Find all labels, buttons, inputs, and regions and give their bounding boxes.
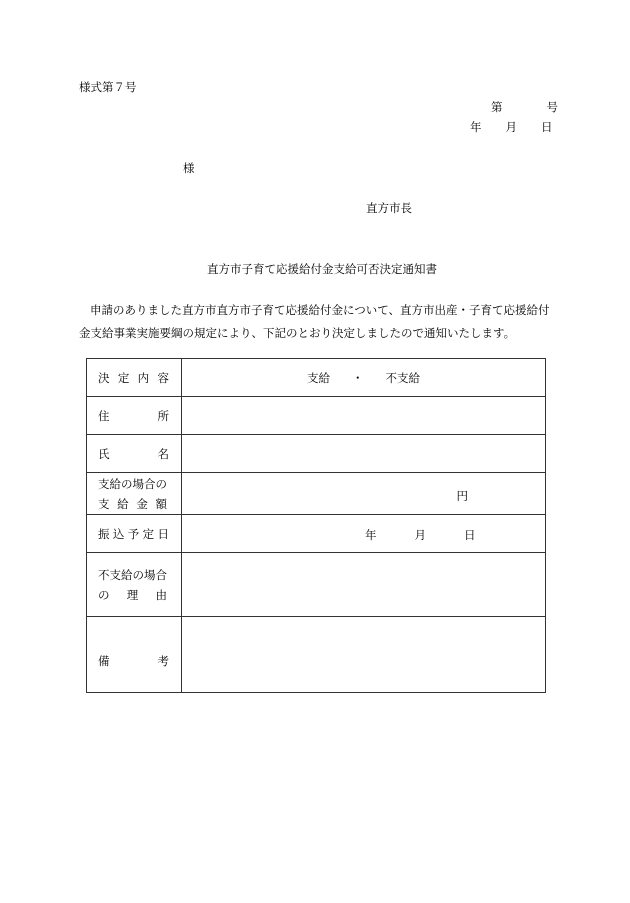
- option-no-pay[interactable]: 不支給: [385, 370, 420, 385]
- decision-table: [86, 358, 546, 693]
- label-amount: 支給の場合の 支 給 金 額: [98, 476, 167, 511]
- yen-unit: 円: [456, 489, 468, 503]
- row-decision: [87, 359, 546, 397]
- document-number: [491, 102, 558, 114]
- issuer: 直方市長: [366, 201, 412, 215]
- transfer-year: 年: [365, 528, 377, 542]
- label-name: 氏 名: [98, 446, 169, 461]
- decision-options: [182, 359, 546, 397]
- recipient-suffix: 様: [183, 161, 195, 175]
- row-amount: [87, 473, 546, 515]
- remarks-field[interactable]: [182, 617, 546, 693]
- doc-number-dai: 第: [491, 100, 503, 114]
- name-field[interactable]: [182, 435, 546, 473]
- document-title: 直方市子育て応援給付金支給可否決定通知書: [207, 262, 437, 276]
- label-decision: 決 定 内 容: [98, 370, 169, 385]
- date-month: 月: [505, 120, 517, 134]
- row-name: [87, 435, 546, 473]
- form-number: 様式第７号: [79, 80, 137, 94]
- issue-date: [470, 122, 553, 134]
- label-reason: 不支給の場合 の 理 由: [98, 567, 167, 602]
- row-address: [87, 397, 546, 435]
- reason-field[interactable]: [182, 553, 546, 617]
- date-year: 年: [470, 120, 482, 134]
- row-remarks: [87, 617, 546, 693]
- option-separator: ・: [352, 370, 364, 385]
- row-reason: [87, 553, 546, 617]
- date-day: 日: [541, 120, 553, 134]
- amount-field[interactable]: [182, 473, 546, 515]
- label-address: 住 所: [98, 408, 169, 423]
- transfer-month: 月: [414, 528, 426, 542]
- body-paragraph: 申請のありました直方市直方市子育て応援給付金について、直方市出産・子育て応援給付金支給事業実施要綱の規定により、下記のとおり決定しましたので通知いたします。: [79, 303, 550, 340]
- label-remarks: 備 考: [98, 654, 169, 668]
- row-transfer-date: [87, 515, 546, 553]
- option-pay[interactable]: 支給: [307, 370, 330, 385]
- label-transfer-date: 振 込 予 定 日: [98, 526, 169, 541]
- transfer-day: 日: [464, 528, 476, 542]
- transfer-date-field[interactable]: [182, 515, 546, 553]
- doc-number-go: 号: [546, 100, 558, 114]
- address-field[interactable]: [182, 397, 546, 435]
